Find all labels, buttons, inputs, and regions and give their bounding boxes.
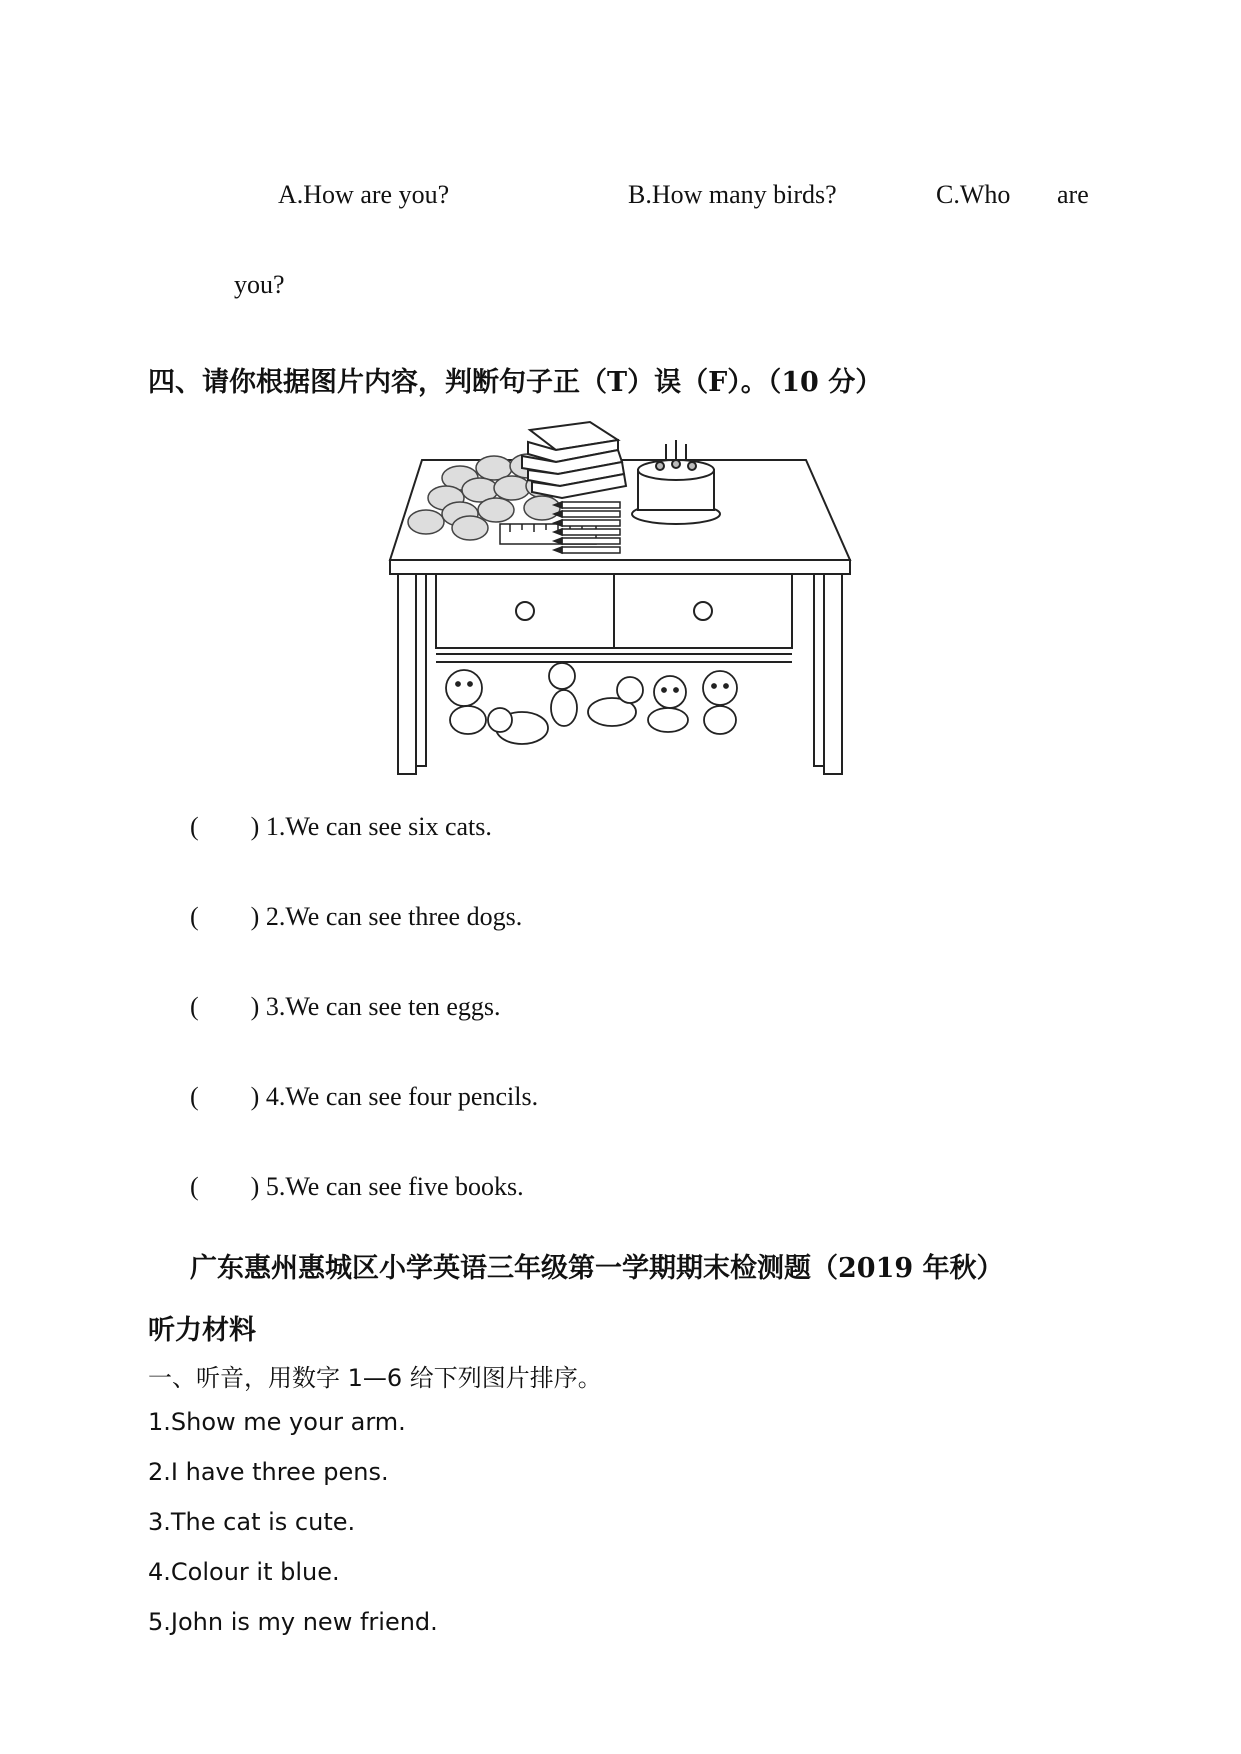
answer-paren-open[interactable]: ( [190,1082,199,1111]
answer-paren-open[interactable]: ( [190,812,199,841]
option-a: A.How are you? [278,180,450,209]
cat-sleeping [488,708,548,744]
answer-paren-close: ) [250,1172,260,1201]
answer-paren-open[interactable]: ( [190,992,199,1021]
table-leg-left-inner [416,574,426,766]
tf-item-1 [190,812,492,842]
tf-item-text: 3.We can see ten eggs. [265,992,501,1021]
cat-4 [703,671,737,734]
cat-3 [648,676,688,732]
listening-line-4: 4.Colour it blue. [148,1558,340,1586]
listening-heading: 听力材料 [148,1315,256,1346]
listening-line-2: 2.I have three pens. [148,1458,389,1486]
pets [446,663,737,744]
dog-2 [588,677,643,726]
listening-line-1: 1.Show me your arm. [148,1408,406,1436]
table-leg-right-inner [814,574,824,766]
listening-line-3: 3.The cat is cute. [148,1508,356,1536]
table-illustration [380,418,860,780]
tf-item-text: 4.We can see four pencils. [265,1082,539,1111]
option-c-part2: are [1057,180,1089,209]
option-c-part3: you? [234,270,285,299]
table-leg-right-outer [824,574,842,774]
answer-paren-open[interactable]: ( [190,1172,199,1201]
listening-line-5: 5.John is my new friend. [148,1608,438,1636]
table-leg-left-outer [398,574,416,774]
cat-sitting [549,663,577,726]
tf-item-text: 1.We can see six cats. [265,812,492,841]
tf-item-5 [190,1172,524,1202]
listening-part1-instruction: 一、听音，用数字 1—6 给下列图片排序。 [148,1364,602,1392]
section4-heading: 四、请你根据图片内容，判断句子正（T）误（F）。（10 分） [148,367,883,398]
answer-paren-close: ) [250,902,260,931]
tf-item-2 [190,902,522,932]
tf-item-text: 2.We can see three dogs. [265,902,523,931]
answer-paren-close: ) [250,812,260,841]
birthday-cake [632,440,720,524]
dog-1 [446,670,486,734]
option-b: B.How many birds? [628,180,837,209]
table-edge [390,560,850,574]
books [522,422,626,498]
answer-paren-close: ) [250,992,260,1021]
drawer-left [436,574,614,648]
tf-item-text: 5.We can see five books. [265,1172,524,1201]
exam-title: 广东惠州惠城区小学英语三年级第一学期期末检测题（2019 年秋） [190,1253,1004,1284]
tf-item-3 [190,992,501,1022]
option-c-part1: C.Who [936,180,1011,209]
answer-paren-open[interactable]: ( [190,902,199,931]
answer-paren-close: ) [250,1082,260,1111]
tf-item-4 [190,1082,538,1112]
drawer-right [614,574,792,648]
